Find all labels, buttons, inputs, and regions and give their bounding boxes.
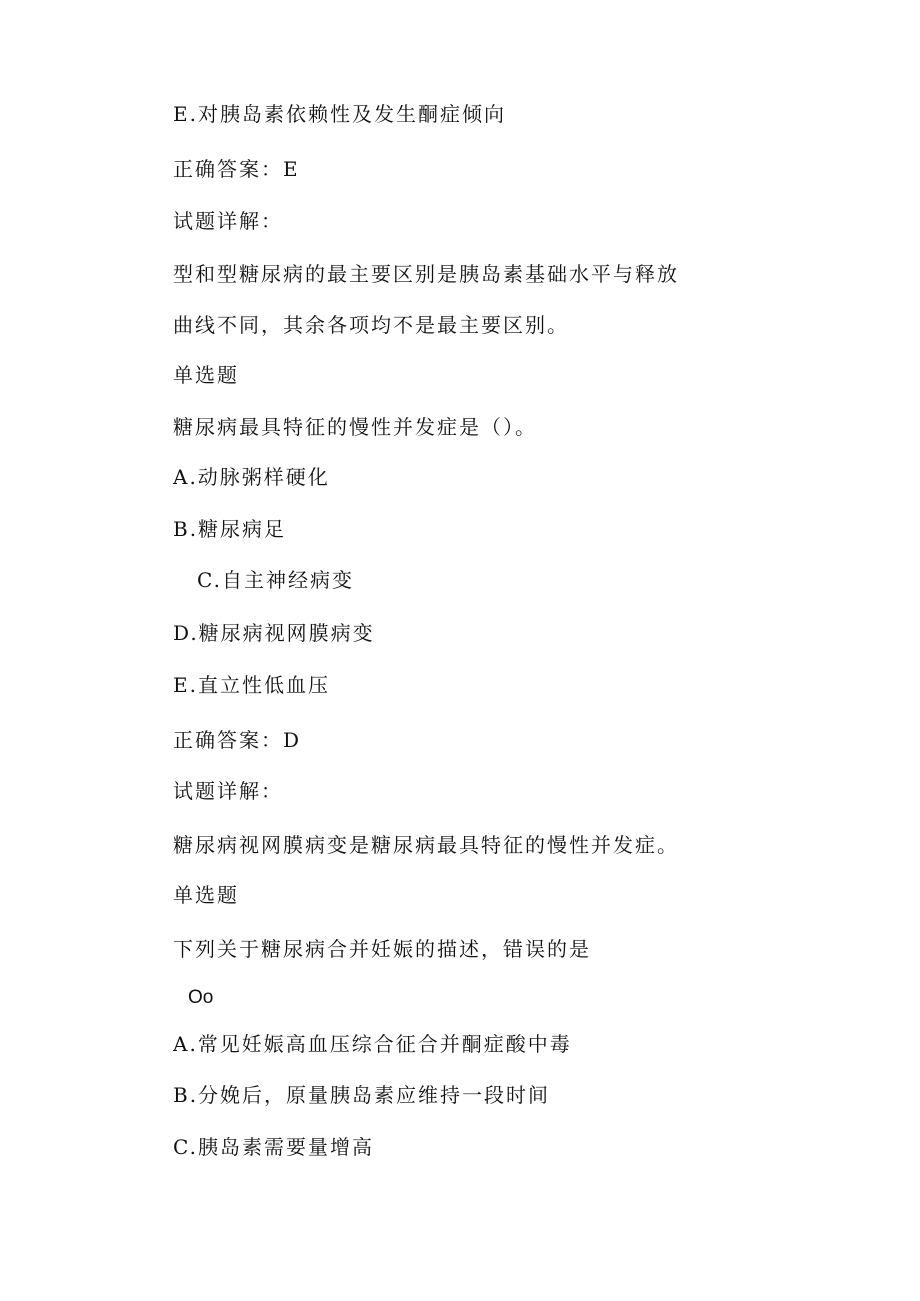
option-e-line: E.对胰岛素依赖性及发生酮症倾向	[173, 102, 506, 126]
option-c-line: C.自主神经病变	[197, 568, 354, 592]
correct-answer-line: 正确答案：E	[173, 157, 300, 181]
question-stem: 下列关于糖尿病合并妊娠的描述，错误的是	[173, 937, 591, 961]
option-a-line: A.动脉粥样硬化	[173, 465, 330, 489]
option-c-line: C.胰岛素需要量增高	[173, 1135, 374, 1159]
option-d-line: D.糖尿病视网膜病变	[173, 621, 375, 645]
question-stem-continuation: Oo	[188, 987, 214, 1008]
question-type-label: 单选题	[173, 883, 239, 907]
explanation-text: 糖尿病视网膜病变是糖尿病最具特征的慢性并发症。	[173, 833, 679, 857]
explanation-text: 曲线不同，其余各项均不是最主要区别。	[173, 313, 569, 337]
explanation-heading: 试题详解：	[173, 209, 283, 233]
option-a-line: A.常见妊娠高血压综合征合并酮症酸中毒	[173, 1032, 572, 1056]
question-stem: 糖尿病最具特征的慢性并发症是（）。	[173, 415, 537, 439]
question-type-label: 单选题	[173, 363, 239, 387]
option-e-line: E.直立性低血压	[173, 673, 330, 697]
option-b-line: B.糖尿病足	[173, 517, 287, 541]
explanation-heading: 试题详解：	[173, 779, 283, 803]
option-b-line: B.分娩后，原量胰岛素应维持一段时间	[173, 1083, 551, 1107]
correct-answer-line: 正确答案：D	[173, 728, 302, 752]
explanation-text: 型和型糖尿病的最主要区别是胰岛素基础水平与释放	[173, 262, 679, 286]
